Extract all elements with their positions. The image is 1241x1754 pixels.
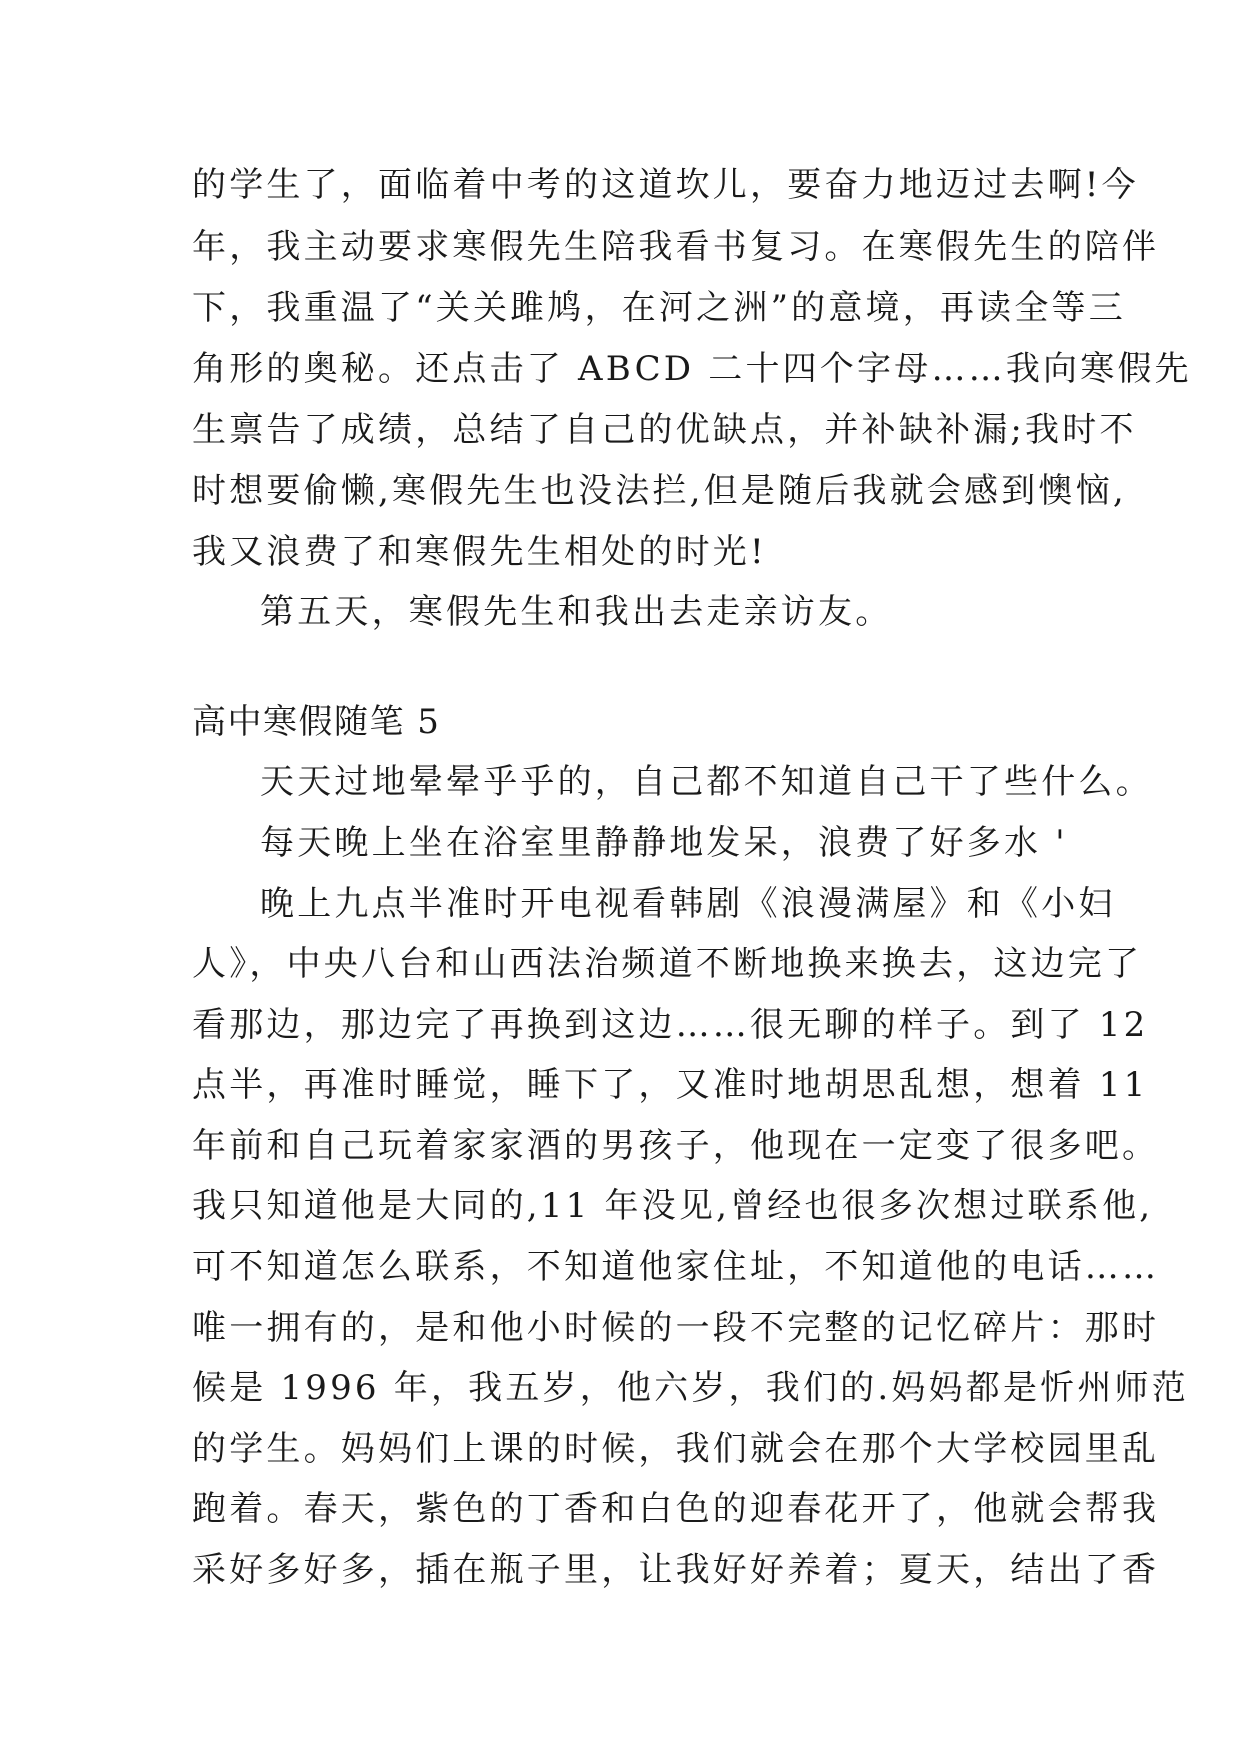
text-line: 唯一拥有的，是和他小时候的一段不完整的记忆碎片：那时 [192,1308,1160,1348]
text-line: 时想要偷懒,寒假先生也没法拦,但是随后我就会感到懊恼, [192,471,1127,511]
text-line: 人》，中央八台和山西法治频道不断地换来换去，这边完了 [192,944,1143,984]
text-line: 跑着。春天，紫色的丁香和白色的迎春花开了，他就会帮我 [192,1489,1160,1529]
text-line: 点半，再准时睡觉，睡下了，又准时地胡思乱想，想着 11 [192,1065,1149,1105]
text-line: 角形的奥秘。还点击了 ABCD 二十四个字母……我向寒假先 [192,349,1192,389]
paragraph-day5: 第五天，寒假先生和我出去走亲访友。 [260,592,893,632]
text-line: 我只知道他是大同的,11 年没见,曾经也很多次想过联系他, [192,1186,1154,1226]
text-line: 候是 1996 年，我五岁，他六岁，我们的.妈妈都是忻州师范 [192,1368,1189,1408]
text-line: 的学生。妈妈们上课的时候，我们就会在那个大学校园里乱 [192,1429,1160,1469]
text-line: 可不知道怎么联系，不知道他家住址，不知道他的电话…… [192,1247,1160,1287]
text-line: 采好多好多，插在瓶子里，让我好好养着；夏天，结出了香 [192,1550,1160,1590]
text-line: 年，我主动要求寒假先生陪我看书复习。在寒假先生的陪伴 [192,227,1160,267]
text-line: 我又浪费了和寒假先生相处的时光! [192,532,767,572]
text-line: 看那边，那边完了再换到这边……很无聊的样子。到了 12 [192,1005,1149,1045]
text-line: 年前和自己玩着家家酒的男孩子，他现在一定变了很多吧。 [192,1126,1160,1166]
text-line: 的学生了，面临着中考的这道坎儿，要奋力地迈过去啊!今 [192,165,1139,205]
text-line: 晚上九点半准时开电视看韩剧《浪漫满屋》和《小妇 [260,884,1116,924]
text-line: 生禀告了成绩，总结了自己的优缺点，并补缺补漏;我时不 [192,410,1137,450]
text-line: 每天晚上坐在浴室里静静地发呆，浪费了好多水 ' [260,823,1068,863]
section-title: 高中寒假随笔 5 [192,702,441,742]
text-line: 天天过地晕晕乎乎的，自己都不知道自己干了些什么。 [260,762,1153,802]
text-line: 下，我重温了“关关雎鸠，在河之洲”的意境，再读全等三 [192,288,1126,328]
